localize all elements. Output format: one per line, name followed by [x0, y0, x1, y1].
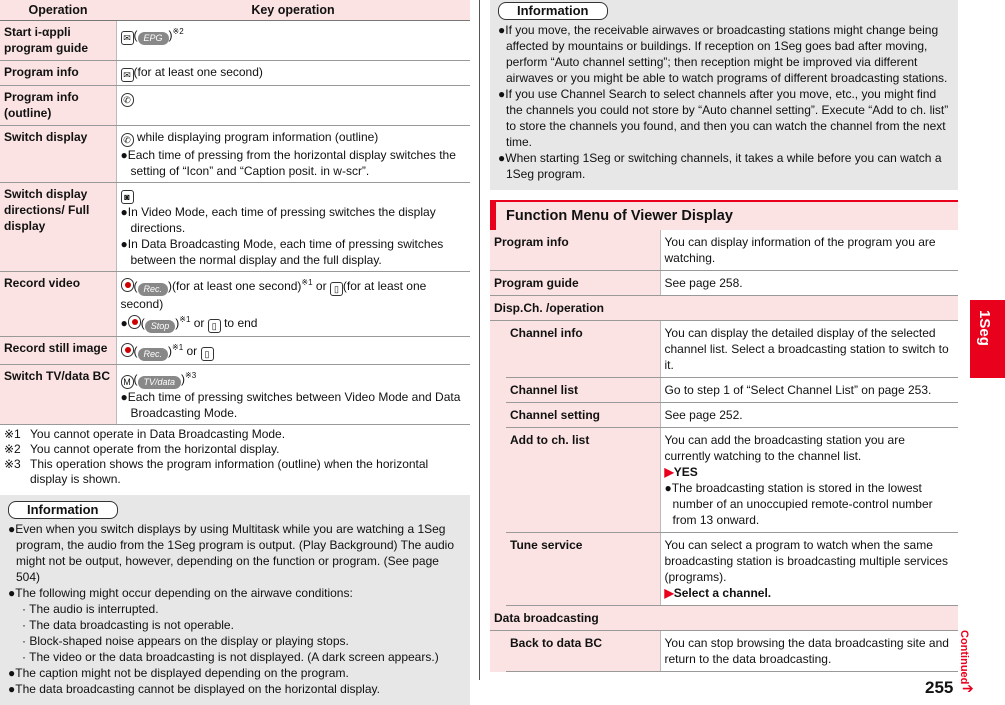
table-row: Data broadcasting	[490, 606, 958, 631]
menu-key-icon: M	[121, 375, 134, 389]
header-operation: Operation	[0, 0, 116, 20]
op-name: Switch display directions/ Full display	[0, 182, 116, 271]
information-tag: Information	[498, 2, 608, 20]
op-name: Record still image	[0, 336, 116, 364]
tv-data-softkey-icon: TV/data	[138, 376, 182, 389]
side-key-icon: ▯	[330, 282, 343, 296]
left-column	[0, 0, 470, 705]
information-box: Information ●If you move, the receivable airwaves or broadcasting stations might change being affected by mountains or buildings. If reception on 1Seg goes bad after moving, perform “Auto channel setting”; then reception might be improved via different airwaves or you might be able to watch programs of different broadcasting stations. ●If you use Channel Search to select channels after you move, etc., you might find the channels you could not store by “Auto channel setting”. Execute “Add to ch. list” to store the channels you found, and then you can watch the channel from the next time. ●When starting 1Seg or switching channels, it takes a while before you can watch a 1Seg program.	[490, 0, 958, 190]
header-key-operation: Key operation	[116, 0, 470, 20]
continued-arrow-icon: ➔	[962, 680, 974, 696]
table-row: Tune service You can select a program to watch when the same broadcasting station is broadcasting multiple services (programs). ▶Select a channel.	[490, 533, 958, 606]
right-column	[490, 0, 958, 672]
table-row: Channel info You can display the detailed display of the selected channel list. Select a broadcasting station to switch to it.	[490, 321, 958, 378]
op-key: ✉ ( EPG )$^{※2}$	[116, 20, 470, 60]
function-menu-table	[490, 230, 958, 672]
op-name: Start i-αppli program guide	[0, 20, 116, 60]
camera-key-icon: ◙	[121, 190, 134, 204]
table-row: Channel setting See page 252.	[490, 403, 958, 428]
mail-key-icon: ✉	[121, 31, 134, 45]
table-row	[0, 60, 470, 85]
op-key: ◙ ●In Video Mode, each time of pressing switches the display directions. ●In Data Broadcasting Mode, each time of pressing switches between the normal display and the full display.	[116, 182, 470, 271]
op-key: M ( TV/data )$^{※3}$ ●Each time of pressing switches between Video Mode and Data Broadcasting Mode.	[116, 364, 470, 424]
epg-softkey-icon: EPG	[138, 32, 169, 45]
op-name: Record video	[0, 271, 116, 336]
phone-key-icon: ✆	[121, 93, 134, 107]
mail-key-icon: ✉	[121, 68, 134, 82]
table-row	[0, 182, 470, 271]
table-row: Program guide See page 258.	[490, 271, 958, 296]
table-row: Disp.Ch. /operation	[490, 296, 958, 321]
section-side-label: 1Seg	[976, 310, 993, 346]
phone-key-icon: ✆	[121, 133, 134, 147]
page-number: 255	[925, 678, 954, 697]
op-name: Program info	[0, 60, 116, 85]
op-key: ( Rec. )$^{※1}$ or ▯	[116, 336, 470, 364]
side-key-icon: ▯	[208, 319, 221, 333]
table-row	[0, 20, 470, 60]
op-key	[116, 85, 470, 125]
rec-softkey-icon: Rec.	[138, 283, 169, 296]
op-name: Program info (outline)	[0, 85, 116, 125]
op-key: ( Rec. )(for at least one second)$^{※1}$ or ▯ (for at least one second) ● ( Stop )$^{※1}$ or ▯ to end	[116, 271, 470, 336]
table-row: Program info You can display information of the program you are watching.	[490, 230, 958, 271]
center-key-icon	[128, 315, 141, 329]
op-name: Switch display	[0, 125, 116, 182]
rec-softkey-icon: Rec.	[138, 348, 169, 361]
table-row: Channel list Go to step 1 of “Select Channel List” on page 253.	[490, 378, 958, 403]
center-key-icon	[121, 278, 134, 292]
continued-label: Continued	[958, 630, 970, 685]
table-row	[0, 271, 470, 336]
table-row	[0, 125, 470, 182]
information-box: Information ●Even when you switch displays by using Multitask while you are watching a 1Seg program, the audio from the 1Seg program is output. (Play Background) The audio might not be output, however, depending on the function or program. (See page 504) ●The following might occur depending on the airwave conditions: · The audio is interrupted. · The data broadcasting is not operable. · Block-shaped noise appears on the display or playing stops. · The video or the data broadcasting is not displayed. (A dark screen appears.) ●The caption might not be displayed depending on the program. ●The data broadcasting cannot be displayed on the horizontal display.	[0, 495, 470, 705]
table-row: Add to ch. list You can add the broadcasting station you are currently watching to the channel list. ▶YES ●The broadcasting station is stored in the lowest number of an unoccupied remote-control number from 13 onward.	[490, 428, 958, 533]
footnotes: ※1 You cannot operate in Data Broadcasting Mode. ※2 You cannot operate from the horizontal display. ※3 This operation shows the program information (outline) when the horizontal display is shown.	[4, 426, 429, 486]
side-key-icon: ▯	[201, 347, 214, 361]
center-key-icon	[121, 343, 134, 357]
operations-table	[0, 0, 470, 425]
information-tag: Information	[8, 501, 118, 519]
stop-softkey-icon: Stop	[145, 320, 176, 333]
table-row	[0, 85, 470, 125]
column-divider	[479, 0, 480, 680]
op-name: Switch TV/data BC	[0, 364, 116, 424]
table-row	[0, 336, 470, 364]
table-row: Back to data BC You can stop browsing the data broadcasting site and return to the data broadcasting.	[490, 631, 958, 672]
op-key: ✉ (for at least one second)	[116, 60, 470, 85]
op-key: ✆ while displaying program information (outline) ●Each time of pressing from the horizontal display switches the setting of “Icon” and “Caption posit. in w-scr”.	[116, 125, 470, 182]
function-menu-title: Function Menu of Viewer Display	[490, 200, 958, 230]
table-row	[0, 364, 470, 424]
